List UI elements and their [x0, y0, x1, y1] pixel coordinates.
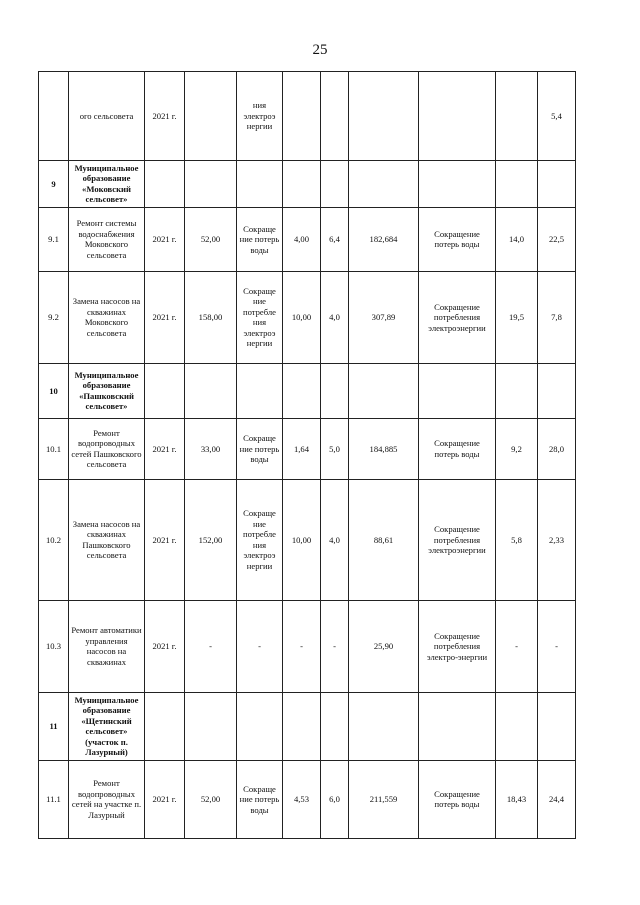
cost-cell: 52,00: [185, 760, 237, 838]
table-row: [39, 479, 576, 600]
value-cell: 4,53: [283, 760, 321, 838]
cost-cell: 152,00: [185, 479, 237, 600]
measure-name: Замена насосов на скважинах Моковского сельсовета: [69, 271, 145, 363]
measure-name: Ремонт автоматики управления насосов на скважинах: [69, 600, 145, 692]
empty-cell: [349, 363, 419, 418]
section-title: Муниципальное образование «Моковский сельсовет»: [69, 161, 145, 208]
empty-cell: [496, 161, 538, 208]
purpose-cell: ния электроэ нергии: [237, 72, 283, 161]
value-cell: 9,2: [496, 418, 538, 479]
empty-cell: [145, 692, 185, 760]
empty-cell: [237, 161, 283, 208]
year-cell: 2021 г.: [145, 479, 185, 600]
result-cell: Сокращение потребления электроэнергии: [419, 479, 496, 600]
value-cell: 14,0: [496, 207, 538, 271]
empty-cell: [321, 692, 349, 760]
purpose-cell: Сокраще ние потерь воды: [237, 418, 283, 479]
measure-name: Ремонт системы водоснабжения Моковского сельсовета: [69, 207, 145, 271]
section-row: [39, 692, 576, 760]
value-cell: 1,64: [283, 418, 321, 479]
result-cell: Сокращение потерь воды: [419, 418, 496, 479]
value-cell: 7,8: [538, 271, 576, 363]
table-row: [39, 600, 576, 692]
year-cell: 2021 г.: [145, 72, 185, 161]
value-cell: 4,00: [283, 207, 321, 271]
year-cell: 2021 г.: [145, 760, 185, 838]
empty-cell: [349, 692, 419, 760]
table-row: [39, 271, 576, 363]
value-cell: 18,43: [496, 760, 538, 838]
row-number: 10.3: [39, 600, 69, 692]
value-cell: -: [538, 600, 576, 692]
empty-cell: [185, 692, 237, 760]
empty-cell: [185, 161, 237, 208]
value-cell: -: [321, 600, 349, 692]
measure-name: Ремонт водопроводных сетей Пашковского сельсовета: [69, 418, 145, 479]
empty-cell: [538, 692, 576, 760]
table-row: [39, 72, 576, 161]
year-cell: 2021 г.: [145, 207, 185, 271]
result-cell: Сокращение потерь воды: [419, 760, 496, 838]
year-cell: 2021 г.: [145, 600, 185, 692]
empty-cell: [237, 363, 283, 418]
value-cell: 211,559: [349, 760, 419, 838]
table-row: [39, 207, 576, 271]
value-cell: 182,684: [349, 207, 419, 271]
value-cell: 6,4: [321, 207, 349, 271]
empty-cell: [496, 363, 538, 418]
empty-cell: [185, 363, 237, 418]
value-cell: 28,0: [538, 418, 576, 479]
empty-cell: [283, 161, 321, 208]
value-cell: -: [496, 600, 538, 692]
row-number: [39, 72, 69, 161]
purpose-cell: Сокраще ние потерь воды: [237, 760, 283, 838]
empty-cell: [419, 161, 496, 208]
purpose-cell: Сокраще ние потребле ния электроэ нергии: [237, 479, 283, 600]
section-row: [39, 363, 576, 418]
value-cell: 4,0: [321, 271, 349, 363]
empty-cell: [283, 363, 321, 418]
cost-cell: 52,00: [185, 207, 237, 271]
section-title: Муниципальное образование «Щетинский сельсовет» (участок п. Лазурный): [69, 692, 145, 760]
value-cell: -: [283, 600, 321, 692]
purpose-cell: -: [237, 600, 283, 692]
empty-cell: [419, 363, 496, 418]
value-cell: 19,5: [496, 271, 538, 363]
value-cell: 307,89: [349, 271, 419, 363]
empty-cell: [538, 363, 576, 418]
result-cell: Сокращение потребления электро-энергии: [419, 600, 496, 692]
section-row: [39, 161, 576, 208]
result-cell: [419, 72, 496, 161]
row-number: 11.1: [39, 760, 69, 838]
table-row: [39, 760, 576, 838]
section-number: 11: [39, 692, 69, 760]
value-cell: 22,5: [538, 207, 576, 271]
value-cell: 5,4: [538, 72, 576, 161]
cost-cell: [185, 72, 237, 161]
purpose-cell: Сокраще ние потребле ния электроэ нергии: [237, 271, 283, 363]
value-cell: 6,0: [321, 760, 349, 838]
value-cell: [349, 72, 419, 161]
purpose-cell: Сокраще ние потерь воды: [237, 207, 283, 271]
year-cell: 2021 г.: [145, 418, 185, 479]
value-cell: 10,00: [283, 271, 321, 363]
table-body: [39, 72, 576, 839]
empty-cell: [145, 363, 185, 418]
table-row: [39, 418, 576, 479]
year-cell: 2021 г.: [145, 271, 185, 363]
cost-cell: 158,00: [185, 271, 237, 363]
measure-name: Ремонт водопроводных сетей на участке п. Лазурный: [69, 760, 145, 838]
value-cell: 4,0: [321, 479, 349, 600]
measure-name: Замена насосов на скважинах Пашковского сельсовета: [69, 479, 145, 600]
cost-cell: -: [185, 600, 237, 692]
result-cell: Сокращение потребления электроэнергии: [419, 271, 496, 363]
empty-cell: [237, 692, 283, 760]
value-cell: 184,885: [349, 418, 419, 479]
value-cell: 5,8: [496, 479, 538, 600]
measure-name: ого сельсовета: [69, 72, 145, 161]
empty-cell: [283, 692, 321, 760]
value-cell: 10,00: [283, 479, 321, 600]
row-number: 9.2: [39, 271, 69, 363]
value-cell: 2,33: [538, 479, 576, 600]
section-number: 10: [39, 363, 69, 418]
value-cell: [283, 72, 321, 161]
measures-table: [38, 71, 576, 839]
row-number: 10.1: [39, 418, 69, 479]
empty-cell: [349, 161, 419, 208]
section-title: Муниципальное образование «Пашковский сельсовет»: [69, 363, 145, 418]
result-cell: Сокращение потерь воды: [419, 207, 496, 271]
value-cell: 25,90: [349, 600, 419, 692]
value-cell: 24,4: [538, 760, 576, 838]
page-number: 25: [312, 42, 328, 58]
empty-cell: [321, 363, 349, 418]
row-number: 9.1: [39, 207, 69, 271]
empty-cell: [321, 161, 349, 208]
cost-cell: 33,00: [185, 418, 237, 479]
section-number: 9: [39, 161, 69, 208]
value-cell: 5,0: [321, 418, 349, 479]
empty-cell: [419, 692, 496, 760]
empty-cell: [538, 161, 576, 208]
empty-cell: [496, 692, 538, 760]
value-cell: [321, 72, 349, 161]
value-cell: [496, 72, 538, 161]
empty-cell: [145, 161, 185, 208]
value-cell: 88,61: [349, 479, 419, 600]
row-number: 10.2: [39, 479, 69, 600]
